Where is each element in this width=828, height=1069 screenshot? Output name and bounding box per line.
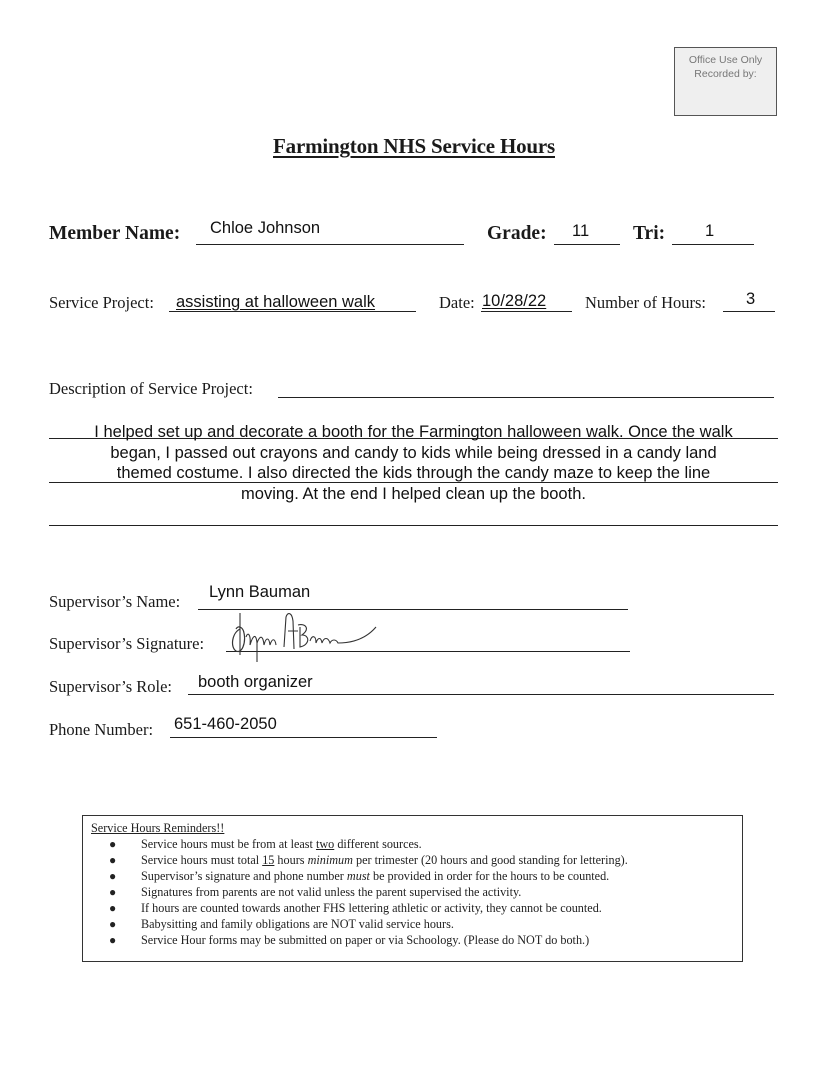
bullet-icon: ● bbox=[109, 837, 117, 851]
description-line-3 bbox=[49, 505, 778, 526]
date-value: 10/28/22 bbox=[482, 292, 547, 310]
bullet-icon: ● bbox=[109, 885, 117, 899]
service-project-value: assisting at halloween walk bbox=[176, 293, 376, 311]
reminders-list bbox=[91, 836, 734, 948]
form-title: Farmington NHS Service Hours bbox=[273, 134, 555, 158]
description-text-line: began, I passed out crayons and candy to kids while being dressed in a candy land bbox=[110, 443, 717, 462]
reminder-item: ● Supervisor’s signature and phone number must be provided in order for the hours to be counted. bbox=[109, 869, 610, 883]
phone-number-label: Phone Number: bbox=[49, 720, 154, 739]
reminder-item: ● Service Hour forms may be submitted on paper or via Schoology. (Please do NOT do both.) bbox=[109, 933, 590, 947]
signature-icon bbox=[226, 607, 381, 667]
supervisor-name-label: Supervisor’s Name: bbox=[49, 592, 181, 611]
bullet-icon: ● bbox=[109, 933, 117, 947]
description-text-line: themed costume. I also directed the kids through the candy maze to keep the line bbox=[116, 464, 711, 482]
description-text-line: I helped set up and decorate a booth for the Farmington halloween walk. Once the walk bbox=[94, 423, 733, 441]
tri-value: 1 bbox=[705, 222, 715, 240]
description-label: Description of Service Project: bbox=[49, 379, 253, 398]
supervisor-role-value: booth organizer bbox=[198, 673, 313, 691]
reminder-item: ● Service hours must total 15 hours minimum per trimester (20 hours and good standing for lettering). bbox=[109, 853, 628, 867]
reminder-item: ● If hours are counted towards another FHS lettering athletic or activity, they cannot be counted. bbox=[109, 901, 602, 915]
service-project-label: Service Project: bbox=[49, 293, 154, 312]
description-first-line[interactable] bbox=[278, 378, 774, 398]
reminder-item: ● Service hours must be from at least two different sources. bbox=[109, 837, 422, 851]
office-use-label: Office Use Only bbox=[688, 54, 763, 66]
supervisor-role-label: Supervisor’s Role: bbox=[49, 677, 172, 696]
reminder-item: ● Signatures from parents are not valid unless the parent supervised the activity. bbox=[109, 885, 522, 899]
member-name-label: Member Name: bbox=[49, 223, 181, 244]
bullet-icon: ● bbox=[109, 869, 117, 883]
member-name-value: Chloe Johnson bbox=[210, 219, 321, 237]
phone-number-value: 651-460-2050 bbox=[174, 715, 277, 733]
office-use-box bbox=[674, 47, 777, 116]
grade-value: 11 bbox=[572, 222, 590, 240]
bullet-icon: ● bbox=[109, 917, 117, 931]
supervisor-signature-label: Supervisor’s Signature: bbox=[49, 634, 205, 653]
bullet-icon: ● bbox=[109, 853, 117, 867]
reminders-box bbox=[82, 815, 743, 962]
reminders-title: Service Hours Reminders!! bbox=[91, 821, 225, 835]
grade-label: Grade: bbox=[487, 223, 547, 244]
description-text-line: moving. At the end I helped clean up the booth. bbox=[241, 484, 586, 503]
number-of-hours-label: Number of Hours: bbox=[585, 293, 706, 312]
date-label: Date: bbox=[439, 293, 475, 312]
reminder-item: ● Babysitting and family obligations are NOT valid service hours. bbox=[109, 917, 454, 931]
supervisor-name-value: Lynn Bauman bbox=[209, 583, 311, 601]
bullet-icon: ● bbox=[109, 901, 117, 915]
description-text[interactable] bbox=[49, 422, 778, 504]
number-of-hours-value: 3 bbox=[746, 290, 756, 308]
tri-label: Tri: bbox=[633, 223, 666, 244]
recorded-by-label: Recorded by: bbox=[694, 68, 757, 80]
